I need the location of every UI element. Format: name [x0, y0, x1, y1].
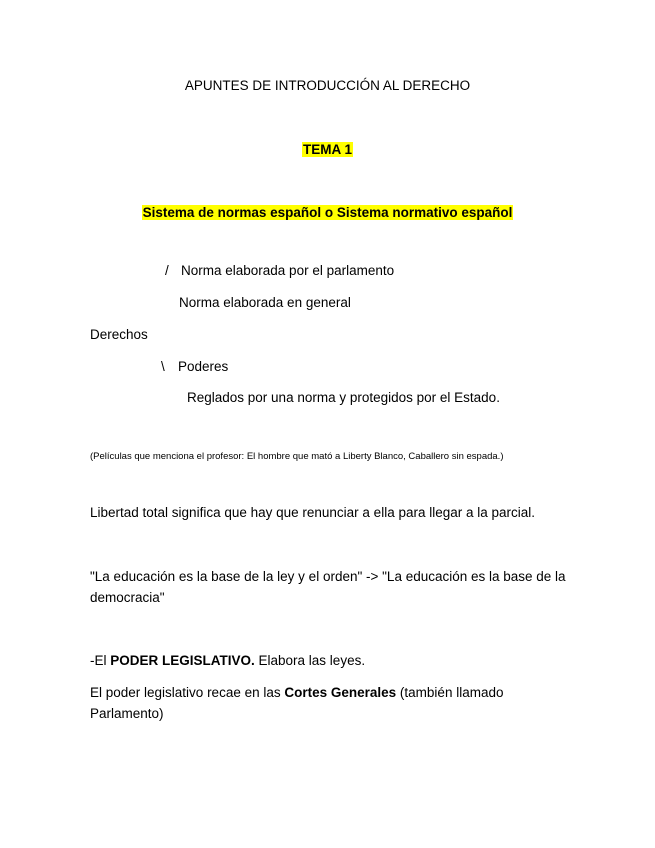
subtitle-heading	[0, 204, 655, 222]
topic-heading	[0, 141, 655, 159]
legislative-power-line	[90, 650, 570, 671]
diagram-upper-line1: Norma elaborada por el parlamento	[181, 263, 395, 278]
cortes-rest: (también llamado Parlamento)	[90, 685, 504, 721]
document-title: APUNTES DE INTRODUCCIÓN AL DERECHO	[184, 78, 471, 93]
education-quote: "La educación es la base de la ley y el orden" -> "La educación es la base de la democracia"	[90, 569, 566, 605]
diagram-upper-line2: Norma elaborada en general	[179, 295, 351, 310]
legislative-rest: Elabora las leyes.	[254, 653, 366, 668]
diagram-backslash: \	[161, 359, 165, 374]
legislative-prefix: -El	[90, 653, 111, 668]
subtitle-heading-text: Sistema de normas español o Sistema normativo español	[142, 205, 513, 220]
legislative-bold: PODER LEGISLATIVO.	[110, 653, 255, 668]
diagram-root: Derechos	[90, 327, 148, 342]
cortes-bold: Cortes Generales	[284, 685, 397, 700]
cortes-prefix: El poder legislativo recae en las	[90, 685, 285, 700]
topic-heading-text: TEMA 1	[302, 142, 352, 157]
freedom-note: Libertad total significa que hay que renunciar a ella para llegar a la parcial.	[90, 505, 536, 520]
diagram-lower-line1: Poderes	[178, 359, 229, 374]
cortes-generales-paragraph	[90, 682, 570, 724]
films-note: (Películas que menciona el profesor: El hombre que mató a Liberty Blanco, Caballero sin espada.)	[90, 451, 504, 462]
diagram-slash: /	[165, 263, 169, 278]
diagram-lower-line2: Reglados por una norma y protegidos por el Estado.	[187, 390, 500, 405]
